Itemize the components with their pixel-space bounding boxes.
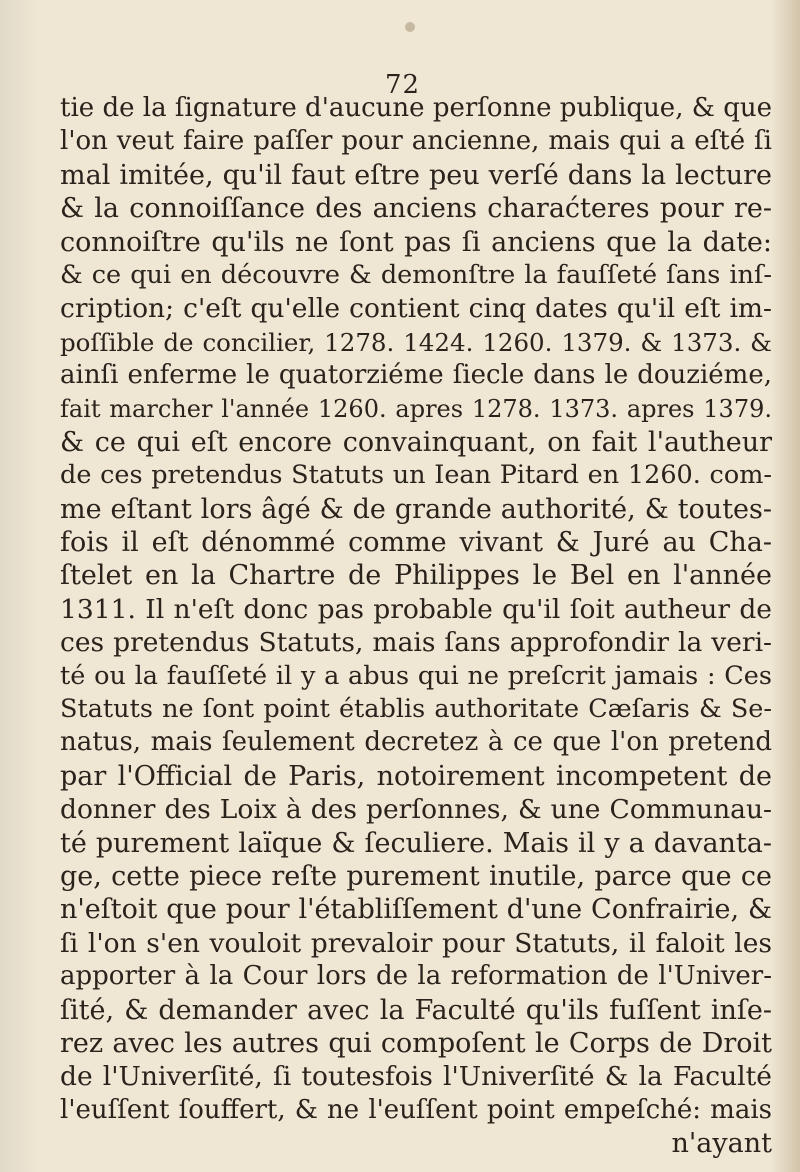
text-line: 1311. Il n'eſt donc pas probable qu'il ſoit autheur de bbox=[60, 593, 772, 625]
text-line: té ou la fauſſeté il y a abus qui ne preſcrit jamais : Ces bbox=[60, 660, 772, 691]
text-line: me eſtant lors âgé & de grande authorité, & toutes- bbox=[60, 493, 772, 525]
text-line: té purement laïque & ſeculiere. Mais il y a davanta- bbox=[60, 827, 772, 859]
text-line: rez avec les autres qui compoſent le Corps de Droit bbox=[60, 1027, 772, 1059]
text-line: ſité, & demander avec la Faculté qu'ils fuſſent inſe- bbox=[60, 994, 772, 1026]
ink-stain bbox=[405, 22, 415, 32]
page-number: 72 bbox=[385, 70, 421, 100]
text-line: ſi l'on s'en vouloit prevaloir pour Statuts, il faloit les bbox=[60, 927, 772, 959]
text-line: & ce qui en découvre & demonſtre la fauſſeté ſans inſ- bbox=[60, 259, 772, 290]
body-text bbox=[60, 92, 772, 1161]
text-line: l'euſſent ſouffert, & ne l'euſſent point empeſché: mais bbox=[60, 1094, 772, 1125]
catchword: n'ayant bbox=[671, 1128, 772, 1160]
text-line: l'on veut faire paſſer pour ancienne, mais qui a eſté ſi bbox=[60, 126, 772, 157]
text-line: fait marcher l'année 1260. apres 1278. 1373. apres 1379. bbox=[60, 394, 772, 423]
text-line: Statuts ne ſont point établis authoritate Cæſaris & Se- bbox=[60, 694, 772, 725]
text-line: connoiſtre qu'ils ne ſont pas ſi anciens que la date: bbox=[60, 226, 772, 258]
text-line: cription; c'eſt qu'elle contient cinq dates qu'il eſt im- bbox=[60, 293, 772, 325]
text-line: mal imitée, qu'il faut eſtre peu verſé dans la lecture bbox=[60, 159, 772, 191]
text-line: par l'Official de Paris, notoirement incompetent de bbox=[60, 760, 772, 792]
text-line: donner des Loix à des perſonnes, & une Communau- bbox=[60, 794, 772, 826]
text-line: & la connoiſſance des anciens charaćteres pour re- bbox=[60, 193, 772, 225]
text-line: & ce qui eſt encore convainquant, on fait l'autheur bbox=[60, 426, 772, 458]
text-line: natus, mais ſeulement decretez à ce que l'on pretend bbox=[60, 727, 772, 758]
text-line: ſtelet en la Chartre de Philippes le Bel en l'année bbox=[60, 560, 772, 592]
text-line: apporter à la Cour lors de la reformation de l'Univer- bbox=[60, 961, 772, 992]
text-line: de ces pretendus Statuts un Iean Pitard en 1260. com- bbox=[60, 460, 772, 491]
text-line: ces pretendus Statuts, mais ſans approfondir la veri- bbox=[60, 627, 772, 659]
text-line: fois il eſt dénommé comme vivant & Juré au Cha- bbox=[60, 527, 772, 559]
text-line: n'eſtoit que pour l'établiſſement d'une Confrairie, & bbox=[60, 894, 772, 926]
text-line: poſſible de concilier, 1278. 1424. 1260. 1379. & 1373. & bbox=[60, 327, 772, 357]
text-line: de l'Univerſité, ſi toutesfois l'Univerſité & la Faculté bbox=[60, 1061, 772, 1093]
text-line: tie de la ſignature d'aucune perſonne publique, & que bbox=[60, 93, 772, 123]
text-line: ge, cette piece reſte purement inutile, parce que ce bbox=[60, 860, 772, 892]
text-line: ainſi enferme le quatorziéme ſiecle dans le douziéme, bbox=[60, 360, 772, 391]
